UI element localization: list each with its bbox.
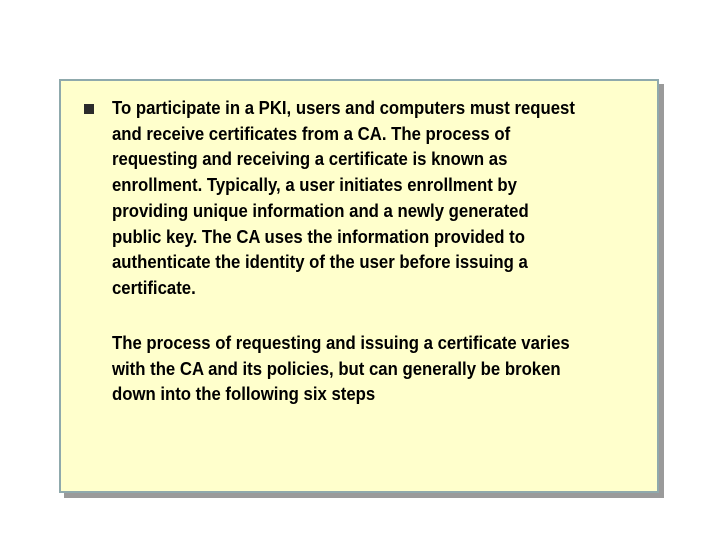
square-bullet-icon — [84, 104, 94, 114]
text-line: requesting and receiving a certificate is known as — [112, 149, 508, 170]
text-line: The process of requesting and issuing a certificate varies — [112, 333, 570, 353]
text-line: public key. The CA uses the information provided to — [112, 226, 525, 247]
text-line: To participate in a PKI, users and computers must request — [112, 98, 575, 118]
paragraph-enrollment — [112, 96, 633, 302]
text-line: and receive certificates from a CA. The process of — [112, 123, 511, 144]
text-line: certificate. — [112, 277, 196, 298]
text-line: authenticate the identity of the user before issuing a — [112, 252, 528, 273]
text-line: with the CA and its policies, but can generally be broken — [112, 358, 561, 379]
text-line: enrollment. Typically, a user initiates enrollment by — [112, 175, 517, 196]
text-line: providing unique information and a newly generated — [112, 200, 529, 221]
text-line: down into the following six steps — [112, 384, 376, 405]
paragraph-process-steps — [112, 331, 633, 408]
